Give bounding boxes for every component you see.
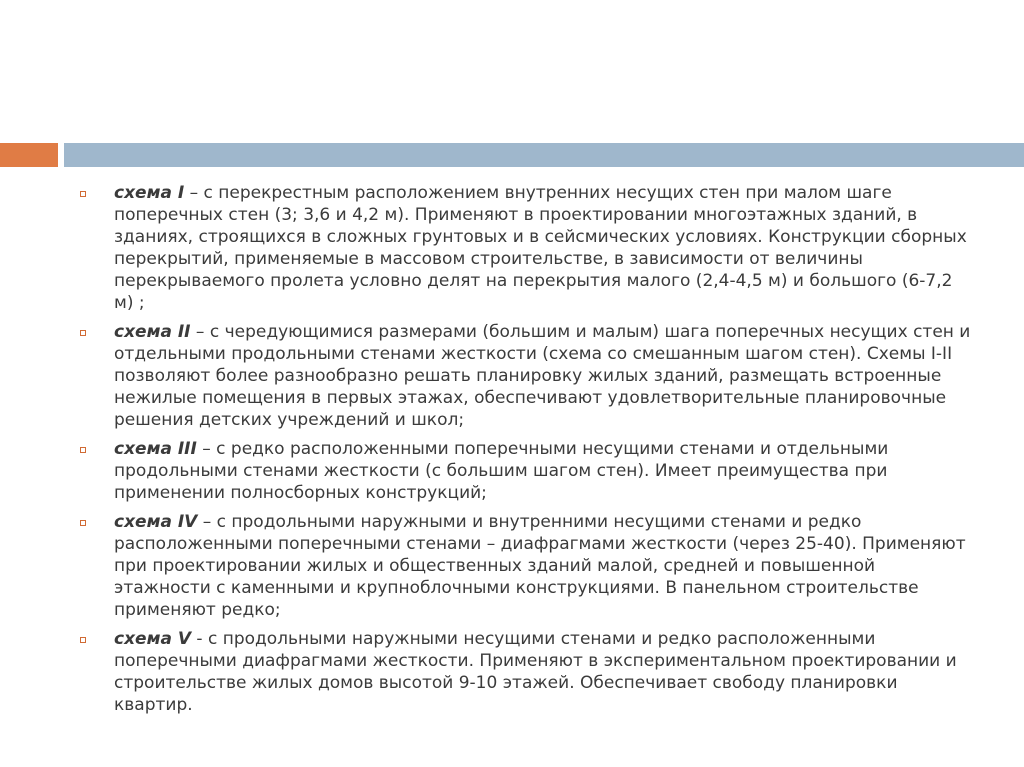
list-item [76,628,976,716]
accent-bar [0,143,58,167]
scheme-term: схема III [114,439,197,459]
square-bullet-icon [80,447,86,453]
scheme-term: схема V [114,629,192,649]
list-item [76,438,976,504]
bullet-list [76,182,976,723]
list-item [76,321,976,431]
list-item [76,511,976,621]
title-band [64,143,1024,167]
scheme-term: схема IV [114,512,198,532]
square-bullet-icon [80,330,86,336]
list-item [76,182,976,314]
scheme-term: схема II [114,322,191,342]
scheme-term: схема I [114,183,185,203]
scheme-description: – с продольными наружными и внутренними несущими стенами и редко расположенными поперечными стенами – диафрагмами жесткости (через 25-40). Применяют при проектировании жилых и общественных зданий малой, средней и повышенной этажности с каменными и крупноблочными конструкциями. В панельном строительстве применяют редко; [114,512,966,620]
scheme-description: – с редко расположенными поперечными несущими стенами и отдельными продольными стенами жесткости (с большим шагом стен). Имеет преимущества при применении полносборных конструкций; [114,439,889,503]
scheme-description: - с продольными наружными несущими стенами и редко расположенными поперечными диафрагмами жесткости. Применяют в экспериментальном проектировании и строительстве жилых домов высотой 9-10 этажей. Обеспечивает свободу планировки квартир. [114,629,957,715]
square-bullet-icon [80,637,86,643]
square-bullet-icon [80,520,86,526]
scheme-description: – с чередующимися размерами (большим и малым) шага поперечных несущих стен и отдельными продольными стенами жесткости (схема со смешанным шагом стен). Схемы I-II позволяют более разнообразно решать планировку жилых зданий, размещать встроенные нежилые помещения в первых этажах, обеспечивают удовлетворительные планировочные решения детских учреждений и школ; [114,322,971,430]
square-bullet-icon [80,191,86,197]
title-bar [0,143,1024,167]
scheme-description: – с перекрестным расположением внутренних несущих стен при малом шаге поперечных стен (3; 3,6 и 4,2 м). Применяют в проектировании многоэтажных зданий, в зданиях, строящихся в сложных грунтовых и в сейсмических условиях. Конструкции сборных перекрытий, применяемые в массовом строительстве, в зависимости от величины перекрываемого пролета условно делят на перекрытия малого (2,4-4,5 м) и большого (6-7,2 м) ; [114,183,967,313]
